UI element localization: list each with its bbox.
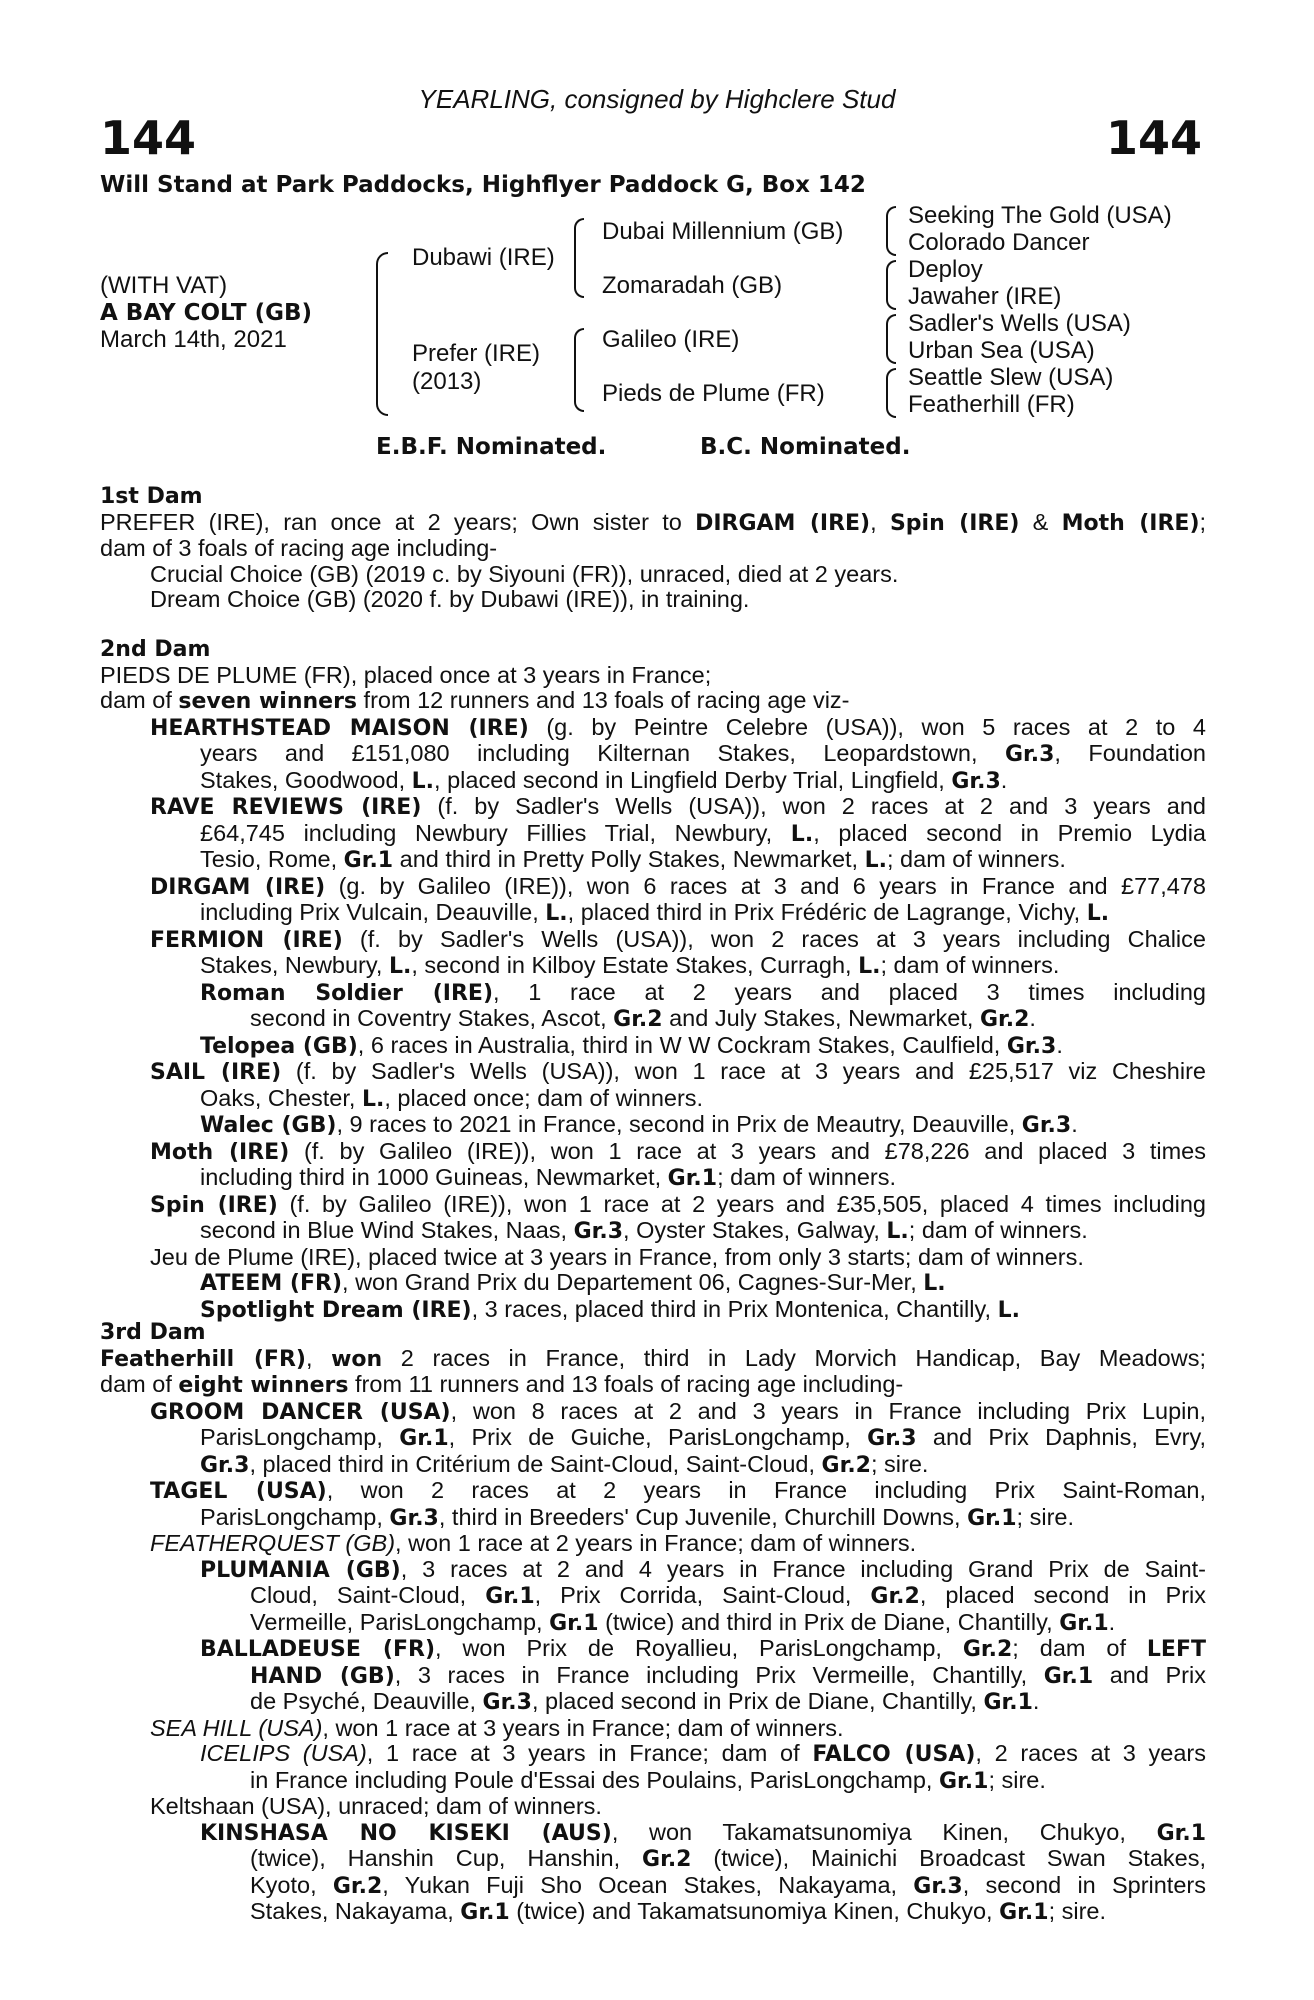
produce-line: Oaks, Chester, L., placed once; dam of winners. (200, 1084, 704, 1112)
produce-line: second in Blue Wind Stakes, Naas, Gr.3, Oyster Stakes, Galway, L.; dam of winners. (200, 1217, 1088, 1244)
horse-name: A BAY COLT (GB) (100, 300, 313, 326)
produce-line: Cloud, Saint-Cloud, Gr.1, Prix Corrida, Saint-Cloud, Gr.2, placed second in Prix (250, 1582, 1206, 1609)
produce-line: ICELIPS (USA), 1 race at 3 years in France; dam of FALCO (USA), 2 races at 3 years (200, 1740, 1206, 1767)
produce-line: KINSHASA NO KISEKI (AUS), won Takamatsunomiya Kinen, Chukyo, Gr.1 (200, 1818, 1207, 1846)
grandsire-1: Dubai Millennium (GB) (602, 218, 844, 245)
produce-line: Vermeille, ParisLongchamp, Gr.1 (twice) and third in Prix de Diane, Chantilly, Gr.1. (250, 1608, 1116, 1636)
granddam-1: Zomaradah (GB) (602, 272, 783, 299)
produce-line: £64,745 including Newbury Fillies Trial, Newbury, L., placed second in Premio Lydia (200, 819, 1206, 847)
second-dam-section (100, 637, 1206, 1323)
first-dam-heading: 1st Dam (100, 484, 203, 509)
gg-8: Featherhill (FR) (908, 391, 1075, 418)
produce-line: in France including Poule d'Essai des Poulains, ParisLongchamp, Gr.1; sire. (250, 1766, 1046, 1794)
second-dam-heading: 2nd Dam (100, 637, 211, 662)
brace-gg3 (886, 314, 896, 364)
produce-line: SEA HILL (USA), won 1 race at 3 years in France; dam of winners. (150, 1714, 844, 1741)
produce-line: BALLADEUSE (FR), won Prix de Royallieu, ParisLongchamp, Gr.2; dam of LEFT (200, 1635, 1206, 1662)
produce-line: Stakes, Nakayama, Gr.1 (twice) and Takamatsunomiya Kinen, Chukyo, Gr.1; sire. (250, 1898, 1107, 1925)
bc-nomination: B.C. Nominated. (700, 434, 911, 460)
produce-line: Tesio, Rome, Gr.1 and third in Pretty Polly Stakes, Newmarket, L.; dam of winners. (200, 846, 1066, 873)
produce-line: Walec (GB), 9 races to 2021 in France, second in Prix de Meautry, Deauville, Gr.3. (200, 1111, 1078, 1138)
produce-line: second in Coventry Stakes, Ascot, Gr.2 and July Stakes, Newmarket, Gr.2. (250, 1005, 1036, 1032)
dam-brace (574, 328, 584, 412)
produce-line: TAGEL (USA), won 2 races at 2 years in France including Prix Saint-Roman, (150, 1477, 1206, 1504)
sire-brace (574, 218, 584, 298)
consignment-line: YEARLING, consigned by Highclere Stud (418, 84, 896, 114)
produce-line: ParisLongchamp, Gr.3, third in Breeders' Cup Juvenile, Churchill Downs, Gr.1; sire. (200, 1503, 1075, 1531)
dam: Prefer (IRE) (412, 340, 541, 367)
produce-line: Stakes, Goodwood, L., placed second in Lingfield Derby Trial, Lingfield, Gr.3. (200, 766, 1008, 794)
produce-line: Moth (IRE) (f. by Galileo (IRE)), won 1 race at 3 years and £78,226 and placed 3 times (150, 1137, 1207, 1165)
produce-line: Spotlight Dream (IRE), 3 races, placed third in Prix Montenica, Chantilly, L. (200, 1295, 1020, 1323)
produce-line: Keltshaan (USA), unraced; dam of winners. (150, 1793, 602, 1819)
produce-line: Roman Soldier (IRE), 1 race at 2 years and placed 3 times including (200, 978, 1206, 1006)
brace-gg2 (886, 260, 896, 310)
produce-line: ParisLongchamp, Gr.1, Prix de Guiche, ParisLongchamp, Gr.3 and Prix Daphnis, Evry, (200, 1424, 1206, 1451)
lot-number-right: 144 (1105, 111, 1202, 165)
produce-line: GROOM DANCER (USA), won 8 races at 2 and 3 years in France including Prix Lupin, (150, 1397, 1206, 1425)
produce-line: ATEEM (FR), won Grand Prix du Departement 06, Cagnes-Sur-Mer, L. (200, 1269, 946, 1296)
stand-location: Will Stand at Park Paddocks, Highflyer Paddock G, Box 142 (100, 172, 866, 198)
gg-2: Colorado Dancer (908, 229, 1090, 256)
pedigree-brace (376, 252, 388, 416)
produce-line: Spin (IRE) (f. by Galileo (IRE)), won 1 race at 2 years and £35,505, placed 4 times including (150, 1190, 1206, 1218)
produce-line: Jeu de Plume (IRE), placed twice at 3 years in France, from only 3 starts; dam of winners. (150, 1243, 1084, 1270)
vat-note: (WITH VAT) (100, 272, 228, 299)
produce-line: FEATHERQUEST (GB), won 1 race at 2 years in France; dam of winners. (150, 1530, 917, 1556)
produce-line: Dream Choice (GB) (2020 f. by Dubawi (IRE)), in training. (150, 586, 750, 612)
grandsire-2: Galileo (IRE) (602, 326, 740, 353)
first-dam-line: PREFER (IRE), ran once at 2 years; Own sister to DIRGAM (IRE), Spin (IRE) & Moth (IRE); (100, 508, 1207, 536)
lot-number-left: 144 (100, 111, 197, 165)
third-dam-section (100, 1320, 1206, 1926)
produce-line: (twice), Hanshin Cup, Hanshin, Gr.2 (twice), Mainichi Broadcast Swan Stakes, (250, 1845, 1206, 1872)
third-dam-heading: 3rd Dam (100, 1320, 206, 1345)
produce-line: Stakes, Newbury, L., second in Kilboy Estate Stakes, Curragh, L.; dam of winners. (200, 952, 1060, 979)
third-dam-line: dam of eight winners from 11 runners and 13 foals of racing age including- (100, 1371, 904, 1398)
produce-line: Telopea (GB), 6 races in Australia, third in W W Cockram Stakes, Caulfield, Gr.3. (200, 1031, 1063, 1059)
produce-line: SAIL (IRE) (f. by Sadler's Wells (USA)), won 1 race at 3 years and £25,517 viz Cheshire (150, 1058, 1206, 1085)
ebf-nomination: E.B.F. Nominated. (376, 434, 607, 460)
produce-line: including third in 1000 Guineas, Newmarket, Gr.1; dam of winners. (200, 1164, 897, 1191)
gg-7: Seattle Slew (USA) (908, 364, 1114, 391)
produce-line: HEARTHSTEAD MAISON (IRE) (g. by Peintre Celebre (USA)), won 5 races at 2 to 4 (150, 713, 1206, 741)
brace-gg1 (886, 206, 896, 256)
produce-line: Kyoto, Gr.2, Yukan Fuji Sho Ocean Stakes, Nakayama, Gr.3, second in Sprinters (250, 1871, 1206, 1899)
gg-5: Sadler's Wells (USA) (908, 310, 1131, 337)
produce-line: HAND (GB), 3 races in France including Prix Vermeille, Chantilly, Gr.1 and Prix (250, 1661, 1206, 1689)
produce-line: including Prix Vulcain, Deauville, L., placed third in Prix Frédéric de Lagrange, Vichy, L. (200, 899, 1110, 926)
dam-year: (2013) (412, 368, 482, 395)
produce-line: RAVE REVIEWS (IRE) (f. by Sadler's Wells (USA)), won 2 races at 2 and 3 years and (150, 793, 1206, 820)
first-dam-section (100, 484, 1206, 613)
gg-6: Urban Sea (USA) (908, 337, 1095, 364)
produce-line: Gr.3, placed third in Critérium de Saint-Cloud, Saint-Cloud, Gr.2; sire. (200, 1450, 929, 1478)
brace-gg4 (886, 368, 896, 418)
horse-dob: March 14th, 2021 (100, 326, 287, 353)
gg-1: Seeking The Gold (USA) (908, 202, 1172, 229)
produce-line: Crucial Choice (GB) (2019 c. by Siyouni (FR)), unraced, died at 2 years. (150, 560, 899, 587)
produce-line: years and £151,080 including Kilternan Stakes, Leopardstown, Gr.3, Foundation (200, 740, 1207, 767)
gg-4: Jawaher (IRE) (908, 283, 1062, 310)
produce-line: PLUMANIA (GB), 3 races at 2 and 4 years in France including Grand Prix de Saint- (200, 1555, 1206, 1583)
gg-3: Deploy (908, 256, 983, 283)
granddam-2: Pieds de Plume (FR) (602, 380, 825, 407)
sire: Dubawi (IRE) (412, 244, 555, 271)
produce-line: FERMION (IRE) (f. by Sadler's Wells (USA)), won 2 races at 3 years including Chalice (150, 925, 1206, 953)
produce-line: DIRGAM (IRE) (g. by Galileo (IRE)), won 6 races at 3 and 6 years in France and £77,478 (150, 872, 1206, 900)
produce-line: de Psyché, Deauville, Gr.3, placed second in Prix de Diane, Chantilly, Gr.1. (250, 1688, 1040, 1715)
third-dam-line: Featherhill (FR), won 2 races in France, third in Lady Morvich Handicap, Bay Meadows; (100, 1344, 1206, 1372)
second-dam-line: PIEDS DE PLUME (FR), placed once at 3 years in France; (100, 661, 712, 688)
second-dam-line: dam of seven winners from 12 runners and 13 foals of racing age viz- (100, 687, 850, 714)
first-dam-line: dam of 3 foals of racing age including- (100, 535, 498, 561)
